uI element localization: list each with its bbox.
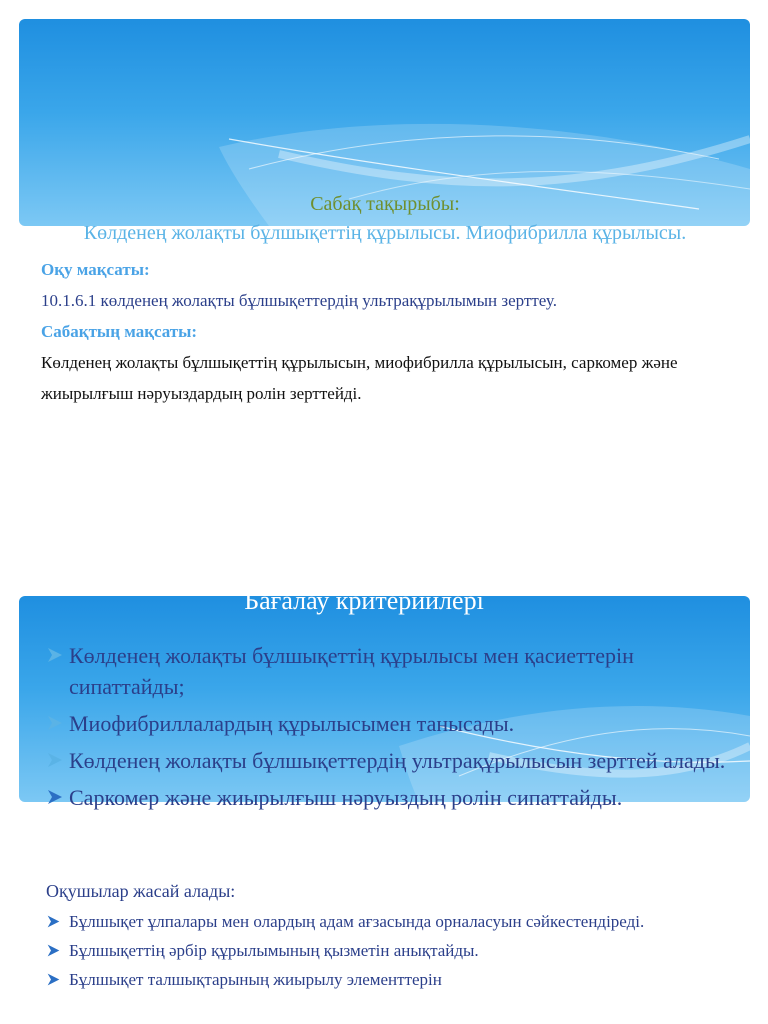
subject-label: Сабақ тақырыбы: [310, 193, 460, 215]
arrow-bullet-icon [46, 943, 61, 958]
student-outcomes [46, 878, 746, 997]
students-label: Оқушылар жасай алады: [46, 881, 236, 901]
criteria-item [46, 708, 746, 739]
arrow-bullet-icon [46, 646, 64, 664]
skill-text: Бұлшықеттің әрбір құрылымының қызметін анықтайды. [69, 941, 479, 960]
skill-item [46, 939, 746, 963]
criteria-text: Миофибриллалардың құрылысымен танысады. [69, 711, 515, 736]
learning-goal-text: 10.1.6.1 көлденең жолақты бұлшықеттердің ультрақұрылымын зерттеу. [41, 291, 557, 310]
criteria-item [46, 782, 746, 813]
skills-list [46, 910, 746, 992]
skill-item [46, 968, 746, 992]
criteria-text: Көлденең жолақты бұлшықеттің құрылысы мен қасиеттерін сипаттайды; [69, 643, 634, 699]
subject-title: Көлденең жолақты бұлшықеттің құрылысы. Миофибрилла құрылысы. [83, 222, 687, 244]
arrow-bullet-icon [46, 714, 64, 732]
slide-2 [0, 560, 768, 1024]
criteria-list [46, 640, 746, 819]
skill-text: Бұлшықет ұлпалары мен олардың адам ағзасында орналасуын сәйкестендіреді. [69, 912, 645, 931]
skill-item [46, 910, 746, 934]
criteria-item [46, 745, 746, 776]
arrow-bullet-icon [46, 972, 61, 987]
lesson-goal-text: Көлденең жолақты бұлшықеттің құрылысын, миофибрилла құрылысын, саркомер және жиырылғыш нәруыздардың ролін зерттейді. [41, 353, 678, 403]
lesson-title [60, 192, 710, 247]
skill-text: Бұлшықет талшықтарының жиырылу элементтерін [69, 970, 442, 989]
criteria-text: Саркомер және жиырылғыш нәруыздың ролін сипаттайды. [69, 785, 623, 810]
arrow-bullet-icon [46, 914, 61, 929]
learning-goal-label: Оқу мақсаты: [41, 260, 150, 279]
lesson-goals [41, 258, 741, 409]
lesson-goal-label: Сабақтың мақсаты: [41, 322, 198, 341]
arrow-bullet-icon [46, 788, 64, 806]
arrow-bullet-icon [46, 751, 64, 769]
criteria-title: Бағалау критерийлері [244, 586, 484, 615]
criteria-item [46, 640, 746, 702]
criteria-text: Көлденең жолақты бұлшықеттердің ультрақұрылысын зерттей алады. [69, 748, 726, 773]
